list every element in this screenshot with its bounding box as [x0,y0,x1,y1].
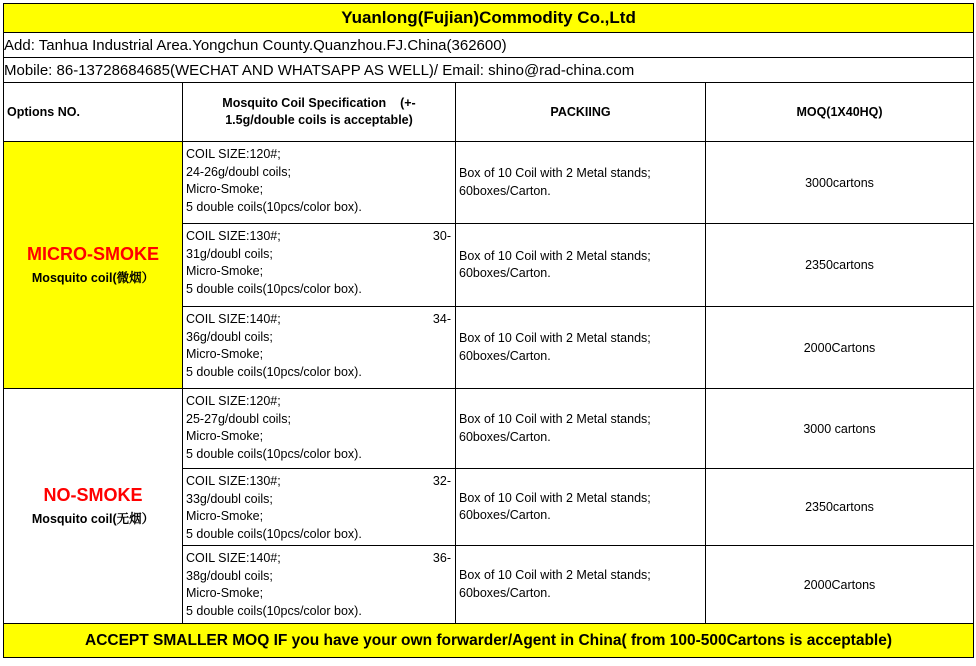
packing-line: Box of 10 Coil with 2 Metal stands; [459,490,651,505]
packing-cell [456,224,706,307]
spec-line: Micro-Smoke; [186,429,264,443]
spec-cell [183,224,456,307]
packing-line: 60boxes/Carton. [459,183,551,198]
packing-line: Box of 10 Coil with 2 Metal stands; [459,166,651,180]
spec-line: Micro-Smoke; [186,586,264,600]
header-specification [183,83,456,142]
packing-cell [456,469,706,546]
spec-line: 36g/doubl coils; [186,329,273,344]
category-name: MICRO-SMOKE [27,244,159,264]
category-name: NO-SMOKE [43,485,143,505]
packing-cell [456,389,706,469]
packing-line: Box of 10 Coil with 2 Metal stands; [459,248,651,263]
spec-line: Micro-Smoke; [186,182,264,196]
header-packing: PACKIING [456,83,706,142]
packing-line: Box of 10 Coil with 2 Metal stands; [459,412,651,426]
packing-line: 60boxes/Carton. [459,429,551,444]
spec-line: COIL SIZE:130#; [186,474,281,488]
moq-cell: 2350cartons [706,224,974,307]
spec-cell [183,389,456,469]
category-cell [4,389,183,624]
table-row [4,389,974,469]
spec-line: 25-27g/doubl coils; [186,411,291,426]
moq-cell: 2350cartons [706,469,974,546]
spec-line: 33g/doubl coils; [186,491,273,506]
spec-line: 5 double coils(10pcs/color box). [186,446,362,461]
header-spec-line1: Mosquito Coil Specification (+- [222,96,416,111]
packing-line: Box of 10 Coil with 2 Metal stands; [459,331,651,345]
spec-line: COIL SIZE:140#; [186,551,281,565]
spec-cell [183,142,456,224]
spec-line: Micro-Smoke; [186,509,264,523]
spec-line: COIL SIZE:120#; [186,147,281,161]
spec-line: 24-26g/doubl coils; [186,164,291,179]
spec-line: 38g/doubl coils; [186,568,273,583]
category-subtitle: Mosquito coil(微烟） [31,271,155,285]
spec-cell [183,546,456,624]
company-contact: Mobile: 86-13728684685(WECHAT AND WHATSAPP AS WELL)/ Email: shino@rad-china.com [4,58,974,83]
spec-line: 31g/doubl coils; [186,246,273,261]
spec-line: COIL SIZE:140#; [186,312,281,326]
packing-cell [456,546,706,624]
packing-cell [456,307,706,389]
packing-line: 60boxes/Carton. [459,348,551,363]
category-subtitle: Mosquito coil(无烟） [31,512,155,526]
header-moq: MOQ(1X40HQ) [706,83,974,142]
spec-line: 5 double coils(10pcs/color box). [186,526,362,541]
spec-line: 5 double coils(10pcs/color box). [186,364,362,379]
spec-line: 5 double coils(10pcs/color box). [186,199,362,214]
moq-cell: 2000Cartons [706,307,974,389]
header-spec-line2: 1.5g/double coils is acceptable) [225,113,413,127]
spec-line: COIL SIZE:120#; [186,394,281,408]
category-cell [4,142,183,389]
moq-cell: 2000Cartons [706,546,974,624]
packing-line: 60boxes/Carton. [459,585,551,600]
spec-line: 5 double coils(10pcs/color box). [186,603,362,618]
spec-line: Micro-Smoke; [186,347,264,361]
spec-cell [183,469,456,546]
price-sheet [3,3,973,663]
spec-weight-prefix: 36- [432,551,451,565]
moq-cell: 3000cartons [706,142,974,224]
packing-cell [456,142,706,224]
spec-cell [183,307,456,389]
spec-line: Micro-Smoke; [186,264,264,278]
packing-line: 60boxes/Carton. [459,508,551,522]
table-row [4,142,974,224]
company-address: Add: Tanhua Industrial Area.Yongchun County.Quanzhou.FJ.China(362600) [4,33,974,58]
moq-cell: 3000 cartons [706,389,974,469]
company-title: Yuanlong(Fujian)Commodity Co.,Ltd [4,4,974,33]
packing-line: Box of 10 Coil with 2 Metal stands; [459,568,651,582]
spec-weight-prefix: 34- [432,312,451,326]
spec-line: 5 double coils(10pcs/color box). [186,281,362,296]
spec-weight-prefix: 30- [432,229,451,243]
product-table [3,3,974,658]
packing-line: 60boxes/Carton. [459,266,551,280]
header-options: Options NO. [4,83,183,142]
spec-weight-prefix: 32- [432,474,451,488]
spec-line: COIL SIZE:130#; [186,229,281,243]
footer-note: ACCEPT SMALLER MOQ IF you have your own forwarder/Agent in China( from 100-500Cartons is acceptable) [4,624,974,658]
